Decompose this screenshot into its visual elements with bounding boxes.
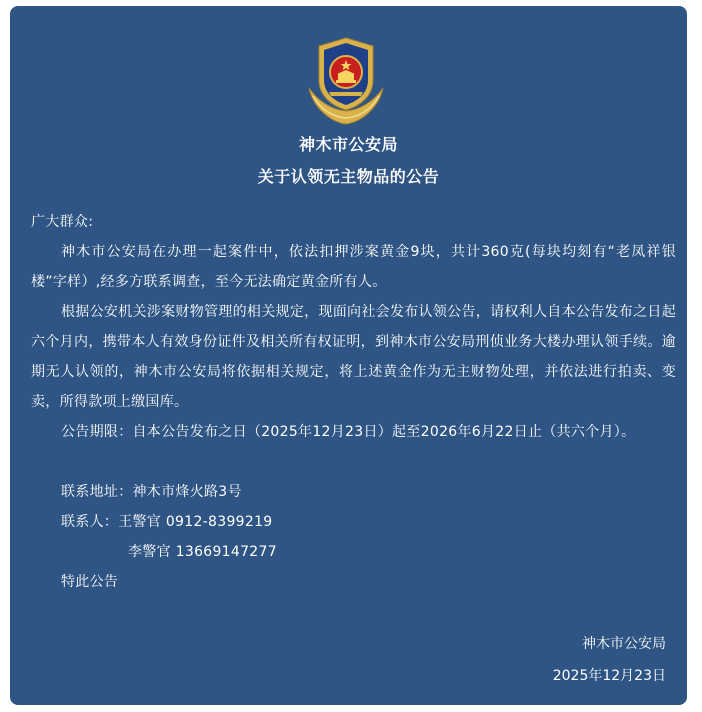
signature-date: 2025年12月23日 <box>552 668 666 684</box>
contact-person-1: 联系人：王警官 0912-8399219 <box>61 514 273 530</box>
salutation: 广大群众: <box>31 214 94 230</box>
police-emblem-icon <box>303 36 389 126</box>
agency-title: 神木市公安局 <box>298 135 398 154</box>
contact-person-2: 李警官 13669147277 <box>128 544 277 560</box>
notice-card <box>10 6 687 705</box>
notice-title: 关于认领无主物品的公告 <box>257 167 440 186</box>
paragraph-notice-period: 公告期限：自本公告发布之日（2025年12月23日）起至2026年6月22日止（共六个月）。 <box>61 424 636 440</box>
paragraph-case: 神木市公安局在办理一起案件中，依法扣押涉案黄金9块，共计360克(每块均刻有“老凤祥银楼”字样）,经多方联系调查，至今无法确定黄金所有人。 <box>31 244 676 290</box>
contact-address: 联系地址：神木市烽火路3号 <box>61 484 242 500</box>
closing-text: 特此公告 <box>61 574 119 590</box>
signature-agency: 神木市公安局 <box>582 636 666 652</box>
paragraph-claim-instructions: 根据公安机关涉案财物管理的相关规定，现面向社会发布认领公告，请权利人自本公告发布之日起六个月内，携带本人有效身份证件及相关所有权证明，到神木市公安局刑侦业务大楼办理认领手续。逾期无人认领的，神木市公安局将依据相关规定，将上述黄金作为无主财物处理，并依法进行拍卖、变卖，所得款项上缴国库。 <box>31 304 676 410</box>
